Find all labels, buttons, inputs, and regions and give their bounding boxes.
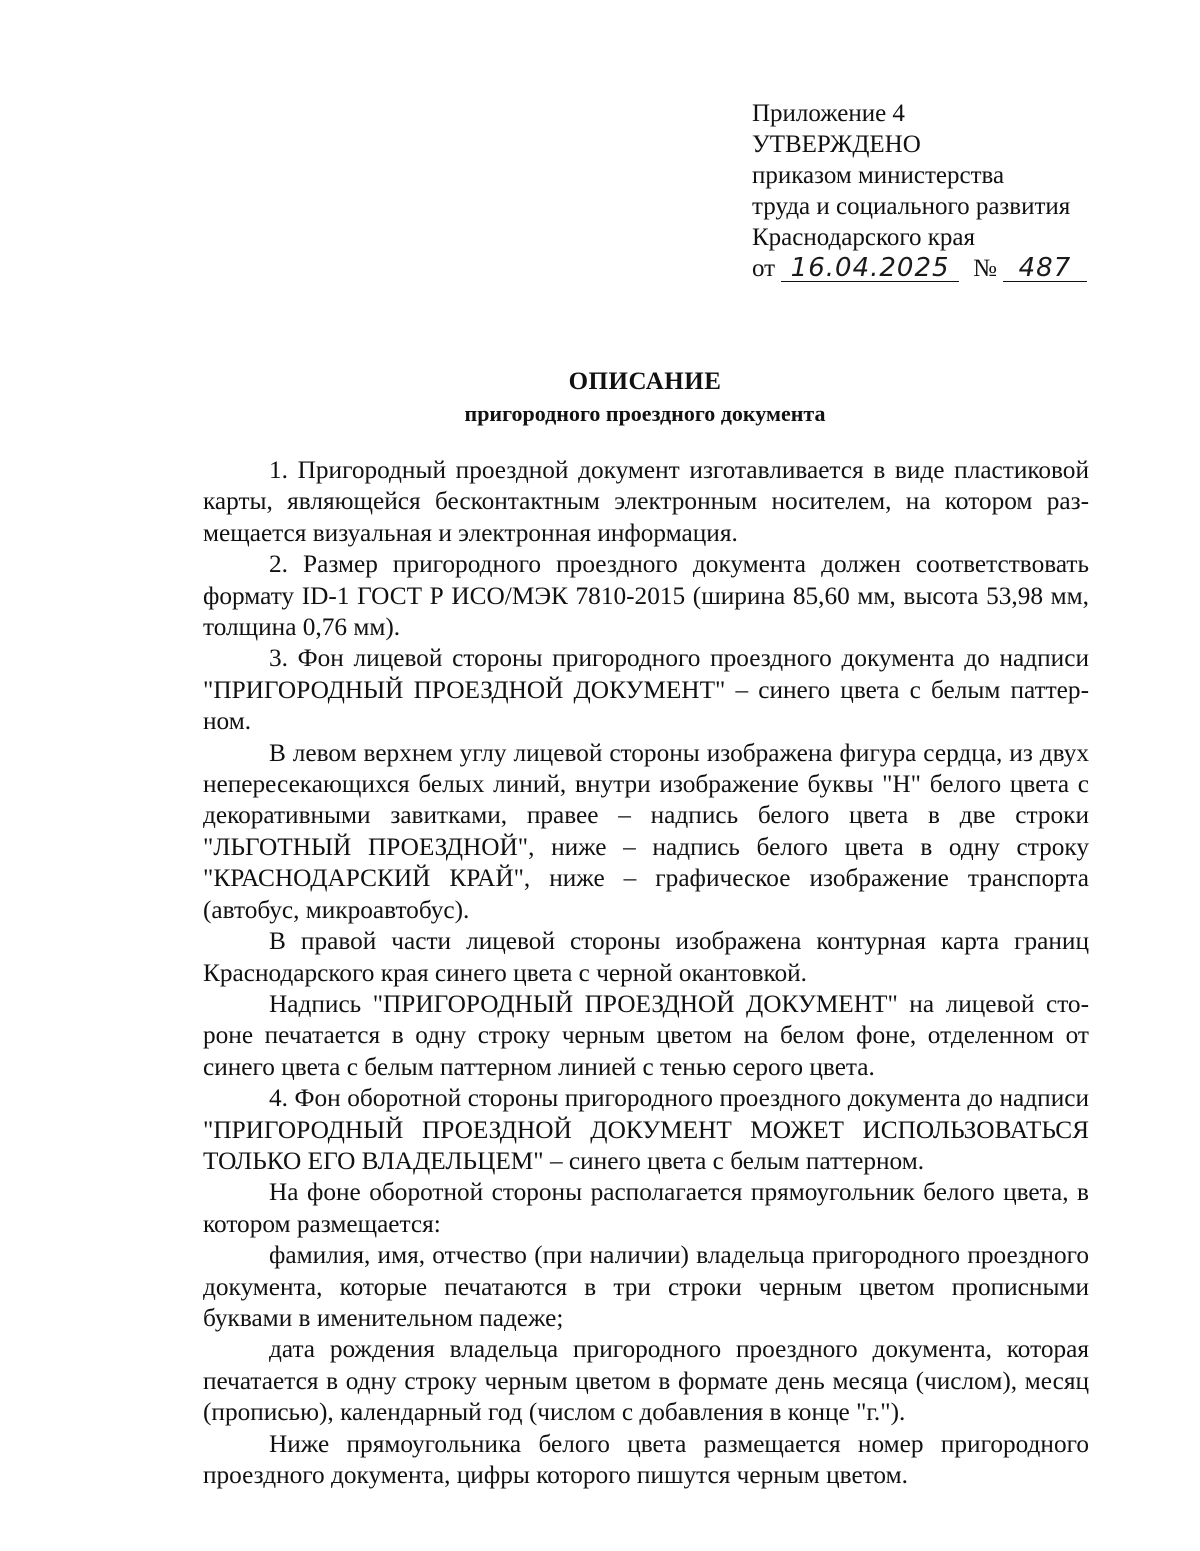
paragraph-7: 4. Фон оборотной стороны пригородного проездного документа до надписи "ПРИГОРОДНЫЙ ПРОЕЗДНОЙ ДОКУМЕНТ МОЖЕТ ИСПОЛЬЗОВАТЬСЯ ТОЛЬКО ЕГО ВЛАДЕЛЬЦЕМ" – синего цвета с белым паттерном. (203, 1084, 1089, 1175)
paragraph-8: На фоне оборотной стороны располагается прямоугольник белого цвета, в котором размещается: (203, 1178, 1089, 1238)
date-prefix: от (752, 255, 776, 282)
approved-by-line-1: приказом министерства (752, 162, 1005, 189)
document-title (200, 366, 1090, 430)
document-body (203, 455, 1089, 1491)
handwritten-number: 487 (1003, 255, 1087, 282)
order-date-number-line (752, 253, 1092, 287)
approval-block (752, 98, 1092, 287)
appendix-label: Приложение 4 (752, 100, 905, 127)
paragraph-1: 1. Пригородный проездной документ изготавливается в виде пластиковой карты, являющейся бесконтактным электронным носителем, на котором размещается визуальная и электронная информация. (203, 456, 1089, 547)
paragraph-5: В правой части лицевой стороны изображена контурная карта границ Краснодарского края синего цвета с черной окантовкой. (203, 927, 1089, 987)
paragraph-11: Ниже прямоугольника белого цвета размещается номер пригородного проездного документа, цифры которого пишутся черным цветом. (203, 1429, 1089, 1489)
paragraph-6: Надпись "ПРИГОРОДНЫЙ ПРОЕЗДНОЙ ДОКУМЕНТ" на лицевой стороне печатается в одну строку черным цветом на белом фоне, отделенном от синего цвета с белым паттерном линией с тенью серого цвета. (203, 989, 1089, 1081)
approved-label: УТВЕРЖДЕНО (752, 131, 921, 158)
paragraph-9: фамилия, имя, отчество (при наличии) владельца пригородного проездного документа, которые печатаются в три строки черным цветом прописными буквами в именительном падеже; (203, 1241, 1089, 1332)
approved-by-line-3: Краснодарского края (752, 224, 975, 251)
paragraph-10: дата рождения владельца пригородного проездного документа, которая печатается в одну строку черным цветом в формате день месяца (числом), месяц (прописью), календарный год (числом с добавления в конце "г."). (203, 1335, 1089, 1427)
number-label: № (973, 255, 997, 282)
handwritten-date: 16.04.2025 (781, 255, 959, 282)
approved-by-line-2: труда и социального развития (752, 193, 1071, 220)
paragraph-2: 2. Размер пригородного проездного документа должен соответствовать формату ID-1 ГОСТ Р ИСО/МЭК 7810-2015 (ширина 85,60 мм, высота 53,98 мм, толщина 0,76 мм). (203, 550, 1089, 642)
paragraph-4: В левом верхнем углу лицевой стороны изображена фигура сердца, из двух непересекающихся белых линий, внутри изображение буквы "Н" белого цвета с декоративными завитками, правее – надпись белого цвета в две строки "ЛЬГОТНЫЙ ПРОЕЗДНОЙ", ниже – надпись белого цвета в одну строку "КРАСНОДАРСКИЙ КРАЙ", ниже – графическое изображение транспорта (автобус, микроавтобус). (203, 738, 1089, 924)
paragraph-3: 3. Фон лицевой стороны пригородного проездного документа до надписи "ПРИГОРОДНЫЙ ПРОЕЗДНОЙ ДОКУМЕНТ" – синего цвета с белым паттерном. (203, 644, 1089, 736)
title-main: ОПИСАНИЕ (568, 368, 722, 395)
title-sub: пригородного проездного документа (464, 401, 826, 426)
